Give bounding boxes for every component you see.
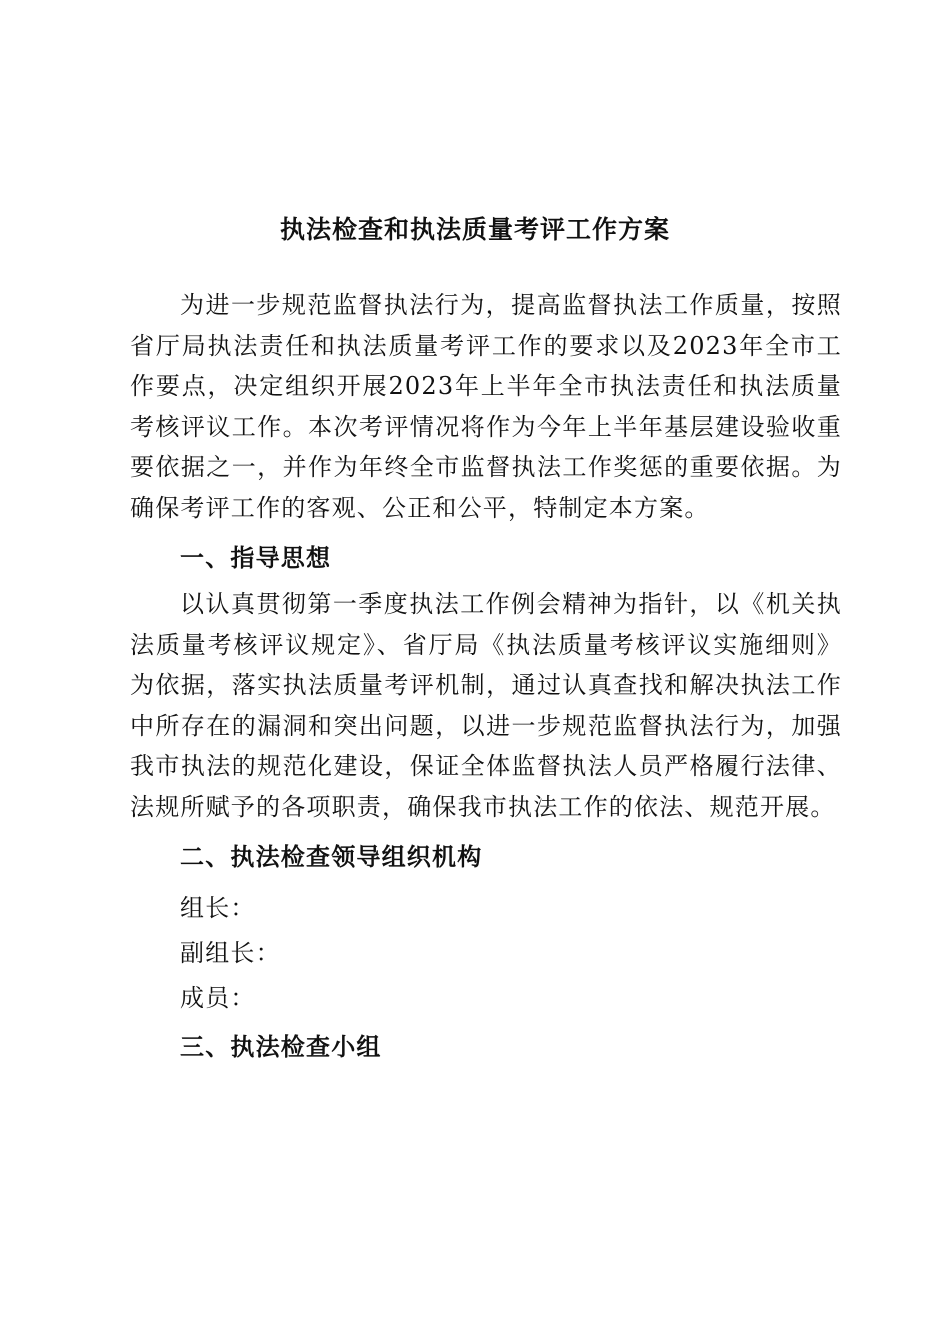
- section-heading-leadership-organization: 二、执法检查领导组织机构: [180, 842, 483, 871]
- document-title: 执法检查和执法质量考评工作方案: [279, 215, 670, 244]
- intro-paragraph: 为进一步规范监督执法行为，提高监督执法工作质量，按照省厅局执法责任和执法质量考评工作的要求以及2023年全市工作要点，决定组织开展2023年上半年全市执法责任和执法质量考核评议工作。本次考评情况将作为今年上半年基层建设验收重要依据之一，并作为年终全市监督执法工作奖惩的重要依据。为确保考评工作的客观、公正和公平，特制定本方案。: [130, 291, 842, 522]
- field-deputy-group-leader: 副组长：: [180, 939, 281, 967]
- section-heading-guiding-ideology: 一、指导思想: [180, 543, 332, 572]
- document-body: [130, 285, 842, 1073]
- field-members: 成员：: [180, 984, 256, 1012]
- section-heading-inspection-team: 三、执法检查小组: [180, 1032, 382, 1061]
- guiding-ideology-paragraph: 以认真贯彻第一季度执法工作例会精神为指针，以《机关执法质量考核评议规定》、省厅局《执法质量考核评议实施细则》为依据，落实执法质量考评机制，通过认真查找和解决执法工作中所存在的漏洞和突出问题，以进一步规范监督执法行为，加强我市执法的规范化建设，保证全体监督执法人员严格履行法律、法规所赋予的各项职责，确保我市执法工作的依法、规范开展。: [130, 590, 842, 821]
- field-group-leader: 组长：: [180, 894, 256, 922]
